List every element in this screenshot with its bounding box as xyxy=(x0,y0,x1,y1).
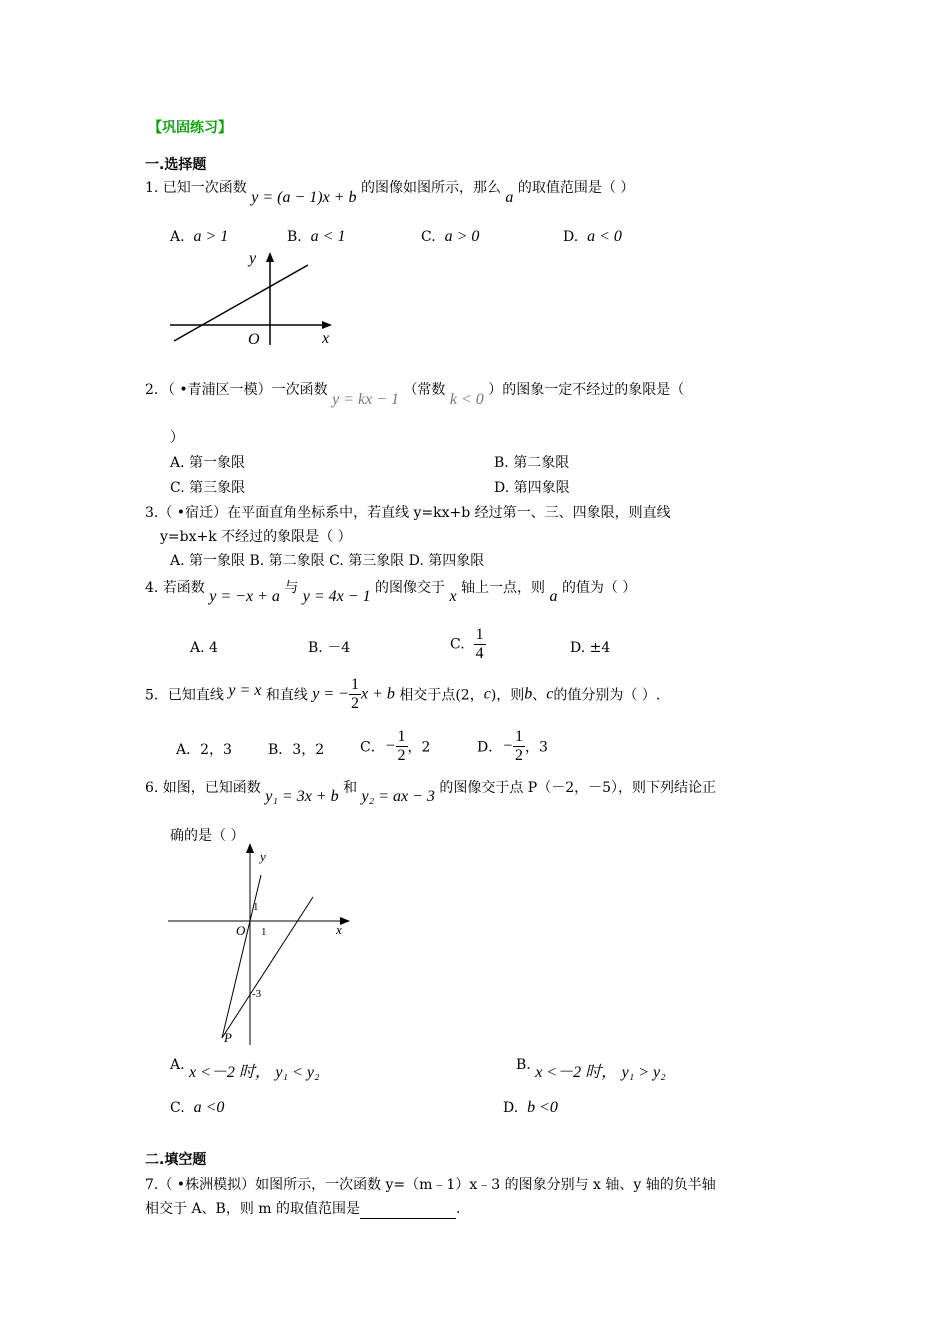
q6-line-y2 xyxy=(222,897,313,1038)
q6-tick-y-3: -3 xyxy=(252,988,262,1000)
part1-title: 一.选择题 xyxy=(145,157,207,173)
q1-formula: y = (a − 1)x + b xyxy=(251,189,357,206)
q6-option-d: D. b <0 xyxy=(503,1099,558,1116)
q6-option-b: B. x <－2 时， y₁ > y₂ xyxy=(516,1057,666,1081)
q6-option-a: A. x <－2 时， y₁ < y₂ xyxy=(170,1057,320,1081)
q1-var-a: a xyxy=(505,189,514,206)
section-title: 【巩固练习】 xyxy=(148,120,232,136)
q5-option-b: B．3，2 xyxy=(268,742,325,758)
question-1 xyxy=(145,178,635,206)
question-5: 5．已知直线 y = x 和直线 y = − $\frac{1}{2}$ x + b 相交于点(2，c)，则b、c的值分别为（ ）. xyxy=(145,676,661,712)
q1-origin-label: O xyxy=(248,331,260,348)
question-2 xyxy=(145,380,685,408)
q1-option-a: A. a > 1 xyxy=(170,228,229,245)
q6-line-y1 xyxy=(222,875,261,1038)
q6-y-arrow xyxy=(246,843,254,853)
q6-origin-label: O xyxy=(236,923,246,938)
q4-f1: y = −x + a xyxy=(209,588,280,605)
q7-line2: 相交于 A、B，则 m 的取值范围是 . xyxy=(145,1201,461,1217)
q6-line2: 确的是（ ） xyxy=(170,828,245,844)
q7-line1: 7.（ •株洲模拟）如图所示，一次函数 y=（m﹣1）x﹣3 的图象分别与 x 轴、y 轴的负半轴 xyxy=(145,1177,716,1193)
q1-y-arrow xyxy=(266,252,274,262)
q5-option-c: C．− $\frac{1}{2}$ ，2 xyxy=(360,728,431,764)
q1-x-label: x xyxy=(322,330,330,347)
q5-option-a: A．2，3 xyxy=(176,742,232,758)
part2-title: 二.填空题 xyxy=(145,1152,207,1168)
q2-prefix: 2．（ •青浦区一模）一次函数 xyxy=(145,382,328,398)
q6-y-label: y xyxy=(260,849,266,864)
question-6: 6. 如图，已知函数 y₁ = 3x + b 和 y₂ = ax − 3 的图像交于点 P（－2，－5），则下列结论正 xyxy=(145,780,717,805)
q6-tick-x1: 1 xyxy=(261,926,267,938)
q3-line2: y=bx+k 不经过的象限是（ ） xyxy=(160,529,352,545)
q2-paren: （常数 xyxy=(403,382,446,398)
q1-option-b: B. a < 1 xyxy=(287,228,346,245)
q1-line xyxy=(174,265,308,341)
q4-option-a: A. 4 xyxy=(190,640,218,656)
q4-f2: y = 4x − 1 xyxy=(302,588,371,605)
q1-y-label: y xyxy=(249,250,257,267)
q6-x-label: x xyxy=(336,922,342,937)
q6-graph xyxy=(160,840,360,1050)
q2-suffix: ）的图象一定不经过的象限是（ xyxy=(488,382,685,398)
q5-option-d: D．− $\frac{1}{2}$ ，3 xyxy=(477,728,548,764)
q2-option-d: D. 第四象限 xyxy=(494,480,570,496)
q6-option-c: C. a <0 xyxy=(170,1099,225,1116)
q4-option-b: B. －4 xyxy=(308,640,351,656)
q6-tick-y1: 1 xyxy=(253,901,259,913)
q1-middle: 的图像如图所示，那么 xyxy=(360,180,501,196)
q2-condition: k < 0 xyxy=(449,391,484,408)
q4-option-d: D. ±4 xyxy=(570,640,611,656)
q2-option-c: C. 第三象限 xyxy=(170,480,246,496)
q3-line1: 3.（ •宿迁）在平面直角坐标系中，若直线 y=kx+b 经过第一、三、四象限，则直线 xyxy=(145,505,671,521)
question-4: 4. 若函数 y = −x + a 与 y = 4x − 1 的图像交于 x 轴上一点，则 a 的值为（ ） xyxy=(145,580,637,605)
q6-point-p: P xyxy=(224,1030,232,1045)
q1-option-d: D. a < 0 xyxy=(563,228,622,245)
q2-option-b: B. 第二象限 xyxy=(494,455,570,471)
q6-f2: y₂ = ax − 3 xyxy=(361,788,435,805)
q1-option-c: C. a > 0 xyxy=(421,228,480,245)
q1-graph xyxy=(160,243,345,353)
q2-formula: y = kx − 1 xyxy=(332,391,399,408)
q1-prefix: 1. 已知一次函数 xyxy=(145,180,247,196)
q6-f1: y₁ = 3x + b xyxy=(265,788,339,805)
q2-close: ） xyxy=(170,430,184,446)
q4-option-c: C. $\frac{1}{4}$ xyxy=(450,626,484,662)
q3-options: A. 第一象限 B. 第二象限 C. 第三象限 D. 第四象限 xyxy=(170,553,485,569)
q2-option-a: A. 第一象限 xyxy=(170,455,246,471)
q1-x-arrow xyxy=(322,321,332,329)
q1-suffix: 的取值范围是（ ） xyxy=(517,180,635,196)
q7-answer-blank[interactable] xyxy=(360,1204,456,1219)
